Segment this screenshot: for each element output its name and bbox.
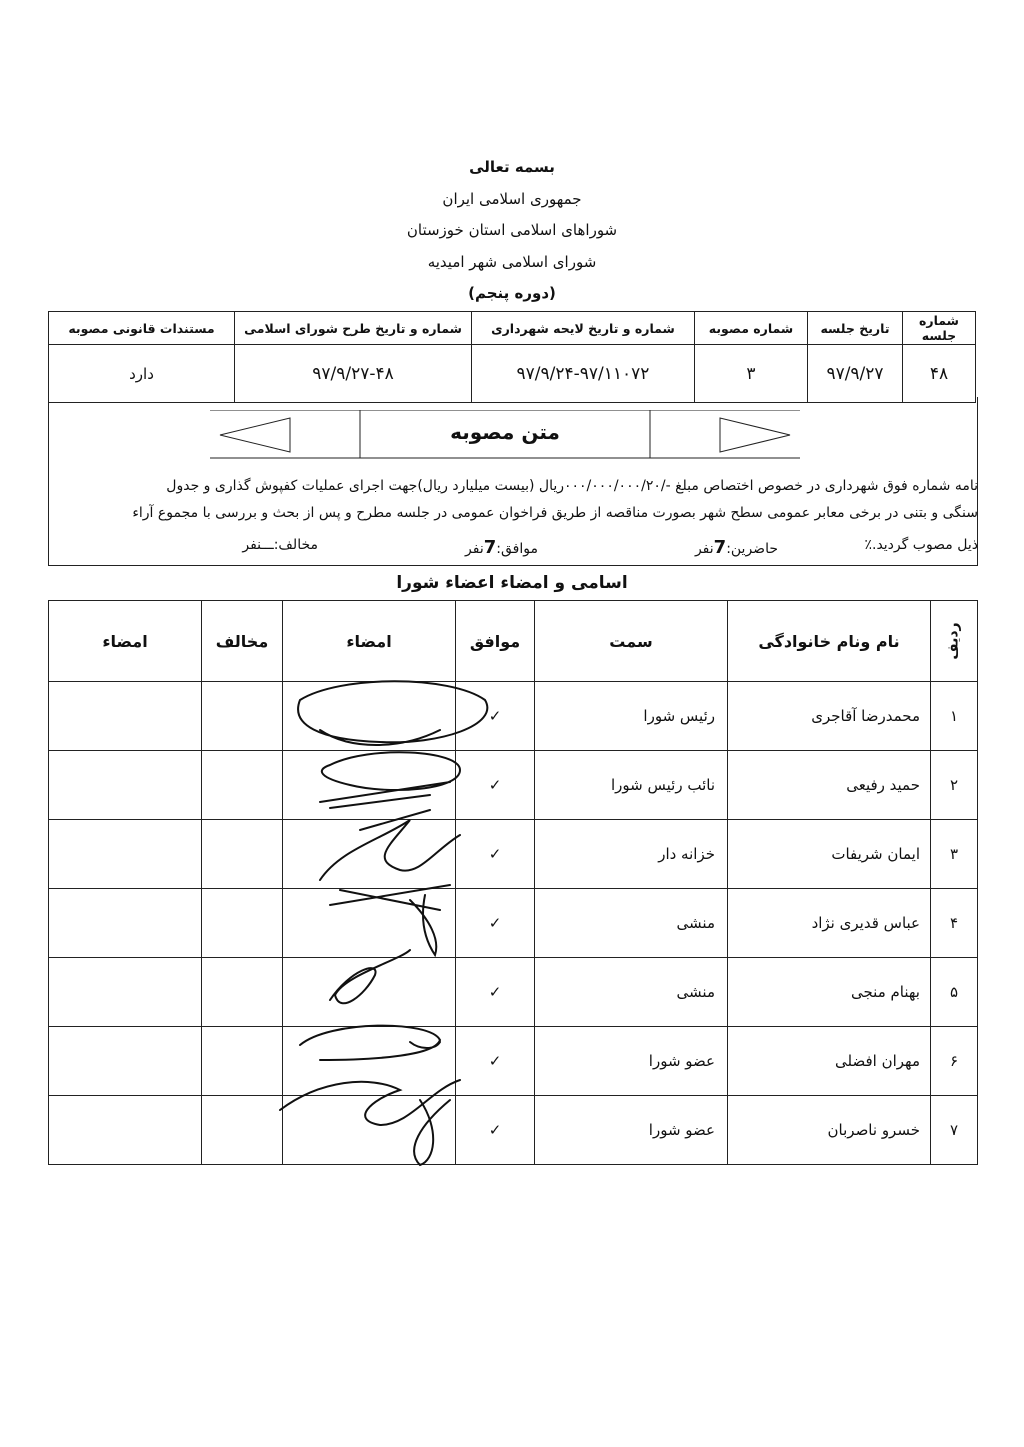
table-row [49, 1096, 978, 1165]
value-plan-number-date: ۹۷/۹/۲۷-۴۸ [235, 345, 472, 403]
against-signature-cell [49, 1027, 202, 1096]
table-row [49, 682, 978, 751]
row-number: ۵ [931, 958, 978, 1027]
signature-6 [300, 1026, 440, 1060]
agree-unit: نفر [465, 541, 484, 557]
agree-check: ✓ [456, 1096, 535, 1165]
banner-left-arrow [220, 418, 290, 452]
info-value-row [49, 345, 976, 403]
value-session-date: ۹۷/۹/۲۷ [808, 345, 903, 403]
member-role: نائب رئیس شورا [535, 751, 728, 820]
info-header-row [49, 312, 976, 345]
header-legal-documents: مستندات قانونی مصوبه [49, 312, 235, 345]
header-row-number [931, 601, 978, 682]
agree-check: ✓ [456, 751, 535, 820]
agree-check: ✓ [456, 1027, 535, 1096]
signature-7 [280, 1080, 460, 1165]
value-session-number: ۴۸ [903, 345, 976, 403]
row-number: ۷ [931, 1096, 978, 1165]
member-role: رئیس شورا [535, 682, 728, 751]
header-role: سمت [535, 601, 728, 682]
signature-3 [320, 810, 460, 880]
member-role: منشی [535, 958, 728, 1027]
against-signature-cell [49, 682, 202, 751]
header-bill-number-date: شماره و تاریخ لایحه شهرداری [472, 312, 695, 345]
against-count-value: ـــ [261, 537, 274, 553]
header-session-number: شماره جلسه [903, 312, 976, 345]
members-header-row [49, 601, 978, 682]
against-signature-cell [49, 751, 202, 820]
member-name: ایمان شریفات [728, 820, 931, 889]
table-row [49, 820, 978, 889]
vote-summary [48, 537, 978, 561]
header-full-name: نام ونام خانوادگی [728, 601, 931, 682]
member-name: حمید رفیعی [728, 751, 931, 820]
signature-2 [320, 752, 460, 808]
members-title: اسامی و امضاء اعضاء شورا [396, 573, 628, 593]
member-role: خزانه دار [535, 820, 728, 889]
country-title: جمهوری اسلامی ایران [442, 190, 582, 208]
present-unit: نفر [694, 541, 714, 557]
resolution-info-table [48, 311, 976, 403]
member-role: عضو شورا [535, 1096, 728, 1165]
table-row [49, 958, 978, 1027]
value-bill-number-date: ۹۷/۹/۲۴-۹۷/۱۱۰۷۲ [472, 345, 695, 403]
agree-check: ✓ [456, 682, 535, 751]
motion-line-1: نامه شماره فوق شهرداری در خصوص اختصاص مبلغ -/۰۰۰/۰۰۰/۰۰۰/۲۰ریال (بیست میلیارد ریال)جهت اجرای عملیات کفپوش گذاری و جدول [166, 478, 978, 494]
row-number: ۶ [931, 1027, 978, 1096]
term-title: (دوره پنجم) [468, 284, 556, 302]
header-signature-against: امضاء [49, 601, 202, 682]
member-name: بهنام منجی [728, 958, 931, 1027]
row-number: ۱ [931, 682, 978, 751]
bismillah: بسمه تعالی [469, 158, 555, 176]
banner-right-arrow [720, 418, 790, 452]
motion-body [38, 473, 978, 527]
header-row-number-label: ردیف [946, 622, 962, 660]
signatures-overlay [260, 670, 500, 1180]
member-name: محمدرضا آقاجری [728, 682, 931, 751]
present-count-value: 7 [713, 537, 727, 558]
member-name: عباس قدیری نژاد [728, 889, 931, 958]
member-name: خسرو ناصربان [728, 1096, 931, 1165]
motion-line-2: سنگی و بتنی در برخی معابر عمومی سطح شهر بصورت مناقصه از طریق فراخوان عمومی در جلسه مطرح و پس از بحث و بررسی با مجموع آراء [132, 505, 978, 521]
signature-5 [330, 950, 410, 1003]
table-row [49, 889, 978, 958]
present-count [695, 537, 778, 558]
header-against: مخالف [202, 601, 283, 682]
against-label: مخالف: [273, 537, 318, 553]
header-signature-agree: امضاء [283, 601, 456, 682]
agree-check: ✓ [456, 820, 535, 889]
against-count [242, 537, 318, 553]
value-resolution-number: ۳ [695, 345, 808, 403]
present-label: حاضرین: [726, 541, 778, 557]
against-signature-cell [49, 889, 202, 958]
agree-label: موافق: [496, 541, 538, 557]
table-row [49, 751, 978, 820]
against-signature-cell [49, 820, 202, 889]
against-signature-cell [49, 958, 202, 1027]
member-role: منشی [535, 889, 728, 958]
motion-title: متن مصوبه [450, 420, 560, 444]
header-resolution-number: شماره مصوبه [695, 312, 808, 345]
value-legal-documents: دارد [49, 345, 235, 403]
signature-4 [330, 885, 450, 955]
header-agree: موافق [456, 601, 535, 682]
agree-check: ✓ [456, 958, 535, 1027]
row-number: ۴ [931, 889, 978, 958]
header-plan-number-date: شماره و تاریخ طرح شورای اسلامی [235, 312, 472, 345]
header-session-date: تاریخ جلسه [808, 312, 903, 345]
members-table [48, 600, 978, 1165]
city-council-title: شورای اسلامی شهر امیدیه [427, 253, 597, 271]
table-row [49, 1027, 978, 1096]
against-unit: نفر [242, 537, 262, 553]
agree-count-value: 7 [483, 537, 497, 558]
agree-count [465, 537, 538, 558]
row-number: ۳ [931, 820, 978, 889]
agree-check: ✓ [456, 889, 535, 958]
vote-summary-start: ذیل مصوب گردید.٪ [864, 537, 978, 553]
member-name: مهران افضلی [728, 1027, 931, 1096]
row-number: ۲ [931, 751, 978, 820]
signature-1 [298, 681, 487, 745]
province-council-title: شوراهای اسلامی استان خوزستان [406, 221, 618, 239]
against-signature-cell [49, 1096, 202, 1165]
member-role: عضو شورا [535, 1027, 728, 1096]
